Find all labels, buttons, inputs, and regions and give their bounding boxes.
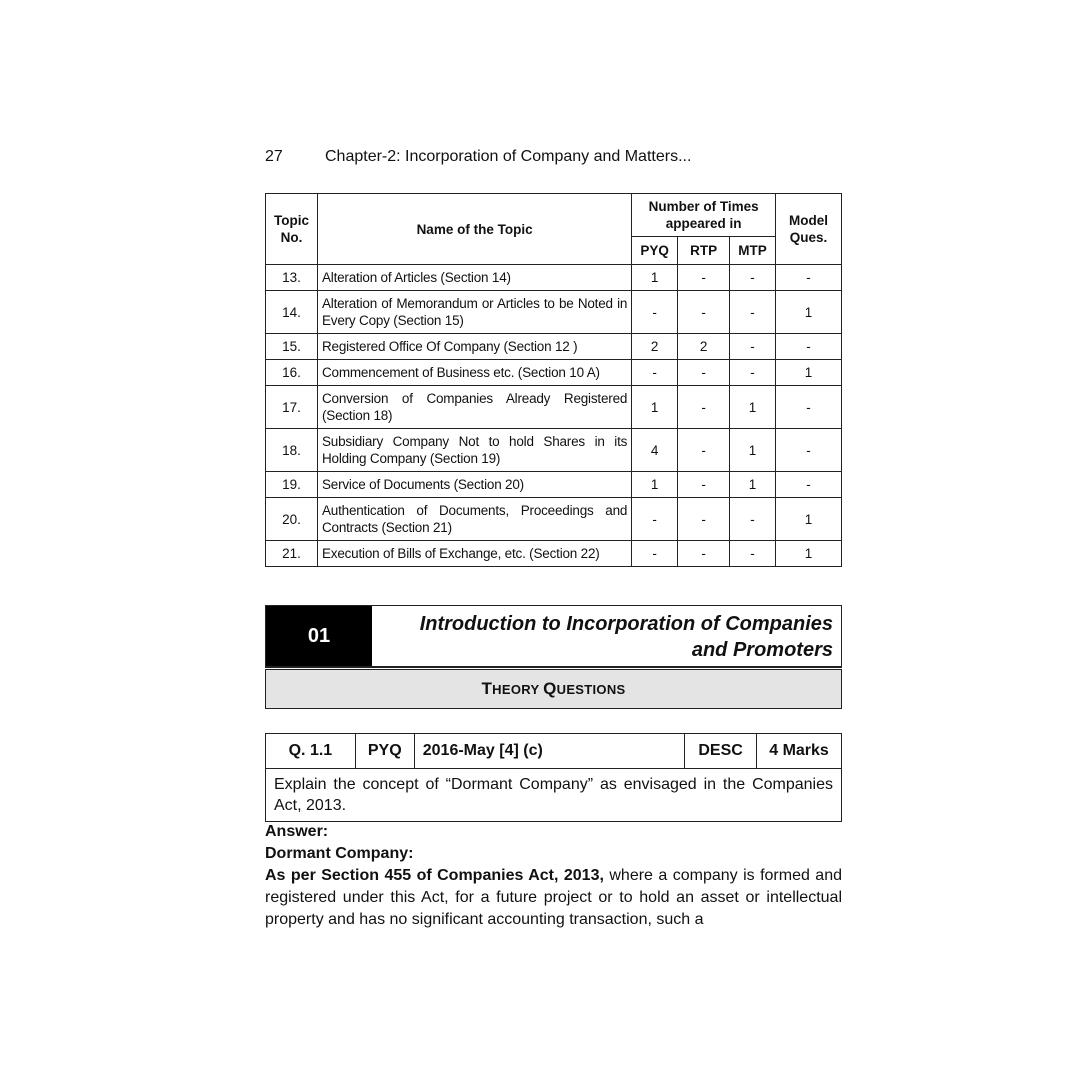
topic-name: Authentication of Documents, Proceedings and Contracts (Section 21) [317,498,631,541]
topic-no: 16. [266,360,318,386]
mtp-count: - [730,498,776,541]
question-marks: 4 Marks [757,734,842,769]
question-text: Explain the concept of “Dormant Company” as envisaged in the Companies Act, 2013. [266,769,842,822]
header-pyq: PYQ [632,237,678,265]
topic-no: 18. [266,429,318,472]
section-title-line-1: Introduction to Incorporation of Companies [419,613,833,635]
table-row [266,360,842,386]
topic-name: Service of Documents (Section 20) [317,472,631,498]
model-count: - [776,334,842,360]
section-heading [265,605,842,667]
answer-label: Answer: [265,823,329,840]
topic-name: Registered Office Of Company (Section 12 ) [317,334,631,360]
header-times-appeared: Number of Times appeared in [632,194,776,237]
topic-name: Conversion of Companies Already Registered (Section 18) [317,386,631,429]
header-model-ques: Model Ques. [776,194,842,265]
rtp-count: - [678,472,730,498]
rtp-count: 2 [678,334,730,360]
rtp-count: - [678,360,730,386]
theory-questions-banner [265,669,842,709]
question-type: DESC [685,734,757,769]
topic-no: 19. [266,472,318,498]
section-title-line-2: and Promoters [691,639,833,661]
topic-name: Subsidiary Company Not to hold Shares in its Holding Company (Section 19) [317,429,631,472]
model-count: - [776,386,842,429]
model-count: - [776,472,842,498]
topic-no: 17. [266,386,318,429]
mtp-count: - [730,334,776,360]
rtp-count: - [678,541,730,567]
section-number: 01 [266,606,372,666]
question-source: PYQ [355,734,414,769]
mtp-count: - [730,541,776,567]
mtp-count: - [730,291,776,334]
pyq-count: 1 [632,265,678,291]
topic-name: Alteration of Articles (Section 14) [317,265,631,291]
table-row [266,541,842,567]
answer-subheading: Dormant Company: [265,845,414,862]
questions-heading-initial: Q [543,679,557,698]
rtp-count: - [678,386,730,429]
table-row [266,429,842,472]
topic-no: 20. [266,498,318,541]
chapter-title: Chapter-2: Incorporation of Company and Matters... [325,148,692,165]
mtp-count: 1 [730,429,776,472]
topic-no: 13. [266,265,318,291]
running-header [265,148,691,166]
table-row [266,334,842,360]
model-count: - [776,429,842,472]
question-exam-ref: 2016-May [4] (c) [414,734,684,769]
pyq-count: - [632,360,678,386]
table-row [266,498,842,541]
header-rtp: RTP [678,237,730,265]
page-number: 27 [265,148,283,165]
model-count: 1 [776,360,842,386]
theory-heading-rest: HEORY [492,681,544,697]
topic-name: Alteration of Memorandum or Articles to be Noted in Every Copy (Section 15) [317,291,631,334]
pyq-count: 2 [632,334,678,360]
topic-name: Execution of Bills of Exchange, etc. (Section 22) [317,541,631,567]
section-divider [265,666,842,668]
pyq-count: 1 [632,386,678,429]
pyq-count: - [632,291,678,334]
mtp-count: 1 [730,472,776,498]
model-count: 1 [776,541,842,567]
table-row [266,472,842,498]
model-count: 1 [776,498,842,541]
table-row [266,291,842,334]
header-mtp: MTP [730,237,776,265]
answer-body: where a company is formed and registered under this Act, for a future project or to hold an asset or intellectual property and has no significant accounting transaction, such a [265,867,842,928]
rtp-count: - [678,291,730,334]
rtp-count: - [678,265,730,291]
questions-heading-rest: UESTIONS [556,681,626,697]
pyq-count: - [632,541,678,567]
topics-table [265,193,842,567]
answer-paragraph [265,865,842,931]
pyq-count: 1 [632,472,678,498]
topic-no: 14. [266,291,318,334]
answer-lead: As per Section 455 of Companies Act, 2013, [265,867,604,884]
mtp-count: 1 [730,386,776,429]
topic-name: Commencement of Business etc. (Section 10 A) [317,360,631,386]
question-box [265,733,842,822]
header-topic-name: Name of the Topic [317,194,631,265]
question-number: Q. 1.1 [266,734,356,769]
pyq-count: - [632,498,678,541]
rtp-count: - [678,429,730,472]
pyq-count: 4 [632,429,678,472]
topic-no: 15. [266,334,318,360]
theory-heading-initial: T [481,679,493,698]
header-topic-no: Topic No. [266,194,318,265]
model-count: 1 [776,291,842,334]
topic-no: 21. [266,541,318,567]
mtp-count: - [730,360,776,386]
table-row [266,265,842,291]
table-row [266,386,842,429]
rtp-count: - [678,498,730,541]
mtp-count: - [730,265,776,291]
model-count: - [776,265,842,291]
answer-section [265,821,842,931]
section-title [372,606,841,666]
